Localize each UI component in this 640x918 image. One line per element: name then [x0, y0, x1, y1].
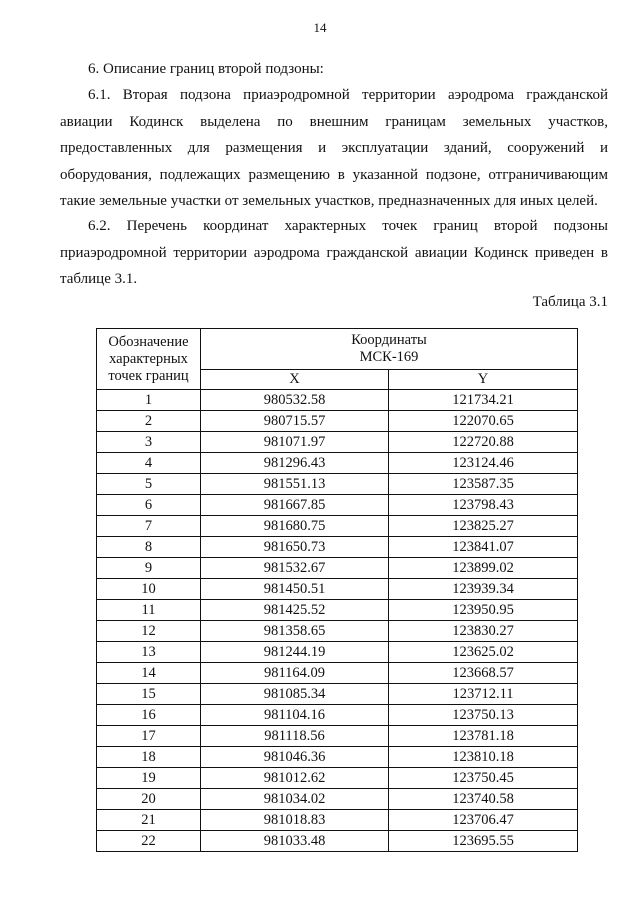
table-row: [97, 474, 578, 495]
y-coordinate-cell: 122720.88: [389, 432, 578, 453]
y-coordinate-cell: 123841.07: [389, 537, 578, 558]
point-number-cell: 17: [97, 726, 201, 747]
table-row: [97, 600, 578, 621]
x-coordinate-cell: 981450.51: [201, 579, 389, 600]
x-coordinate-cell: 981046.36: [201, 747, 389, 768]
point-number-cell: 14: [97, 663, 201, 684]
x-coordinate-cell: 981680.75: [201, 516, 389, 537]
x-coordinate-cell: 981164.09: [201, 663, 389, 684]
header-y: Y: [389, 370, 578, 390]
header-coordinates-title: Координаты: [351, 332, 427, 348]
table-row: [97, 558, 578, 579]
table-row: [97, 684, 578, 705]
y-coordinate-cell: 123706.47: [389, 810, 578, 831]
x-coordinate-cell: 981085.34: [201, 684, 389, 705]
table-row: [97, 789, 578, 810]
paragraph-text: 6.2. Перечень координат характерных точек границ второй подзоны приаэродромной территории аэродрома гражданской авиации Кодинск приведен в таблице 3.1.: [60, 218, 608, 287]
table-row: [97, 516, 578, 537]
header-coordinates: [201, 329, 578, 370]
paragraph-text: 6.1. Вторая подзона приаэродромной территории аэродрома гражданской авиации Кодинск выделена по внешним границам земельных участков, предоставленных для размещения и эксплуатации зданий, сооружений и оборудования, подлежащих размещению в указанной подзоне, отграничивающим такие земельные участки от земельных участков, предназначенных для иных целей.: [60, 87, 608, 209]
y-coordinate-cell: 123712.11: [389, 684, 578, 705]
table-row: [97, 726, 578, 747]
y-coordinate-cell: 123950.95: [389, 600, 578, 621]
table-row: [97, 453, 578, 474]
point-number-cell: 21: [97, 810, 201, 831]
header-coordinate-system: МСК-169: [359, 349, 419, 365]
y-coordinate-cell: 123781.18: [389, 726, 578, 747]
y-coordinate-cell: 123798.43: [389, 495, 578, 516]
x-coordinate-cell: 981650.73: [201, 537, 389, 558]
x-coordinate-cell: 981532.67: [201, 558, 389, 579]
table-row: [97, 747, 578, 768]
table-row: [97, 390, 578, 411]
table-row: [97, 537, 578, 558]
table-row: [97, 663, 578, 684]
y-coordinate-cell: 123124.46: [389, 453, 578, 474]
table-row: [97, 705, 578, 726]
point-number-cell: 13: [97, 642, 201, 663]
point-number-cell: 16: [97, 705, 201, 726]
y-coordinate-cell: 123810.18: [389, 747, 578, 768]
table-caption: Таблица 3.1: [532, 294, 608, 310]
y-coordinate-cell: 123825.27: [389, 516, 578, 537]
header-x: X: [201, 370, 389, 390]
section-heading: 6. Описание границ второй подзоны:: [88, 61, 324, 77]
x-coordinate-cell: 981667.85: [201, 495, 389, 516]
point-number-cell: 10: [97, 579, 201, 600]
x-coordinate-cell: 981118.56: [201, 726, 389, 747]
x-coordinate-cell: 981104.16: [201, 705, 389, 726]
coordinates-table: [96, 328, 578, 852]
paragraph-6-1: [60, 82, 608, 215]
table-row: [97, 411, 578, 432]
point-number-cell: 2: [97, 411, 201, 432]
point-number-cell: 12: [97, 621, 201, 642]
point-number-cell: 7: [97, 516, 201, 537]
table-row: [97, 768, 578, 789]
point-number-cell: 18: [97, 747, 201, 768]
point-number-cell: 1: [97, 390, 201, 411]
x-coordinate-cell: 981244.19: [201, 642, 389, 663]
paragraph-6-2: [60, 213, 608, 293]
point-number-cell: 15: [97, 684, 201, 705]
table-body: [97, 390, 578, 852]
x-coordinate-cell: 981551.13: [201, 474, 389, 495]
table-row: [97, 432, 578, 453]
point-number-cell: 6: [97, 495, 201, 516]
table-row: [97, 621, 578, 642]
point-number-cell: 4: [97, 453, 201, 474]
y-coordinate-cell: 121734.21: [389, 390, 578, 411]
x-coordinate-cell: 981033.48: [201, 831, 389, 852]
y-coordinate-cell: 123625.02: [389, 642, 578, 663]
table-row: [97, 642, 578, 663]
point-number-cell: 8: [97, 537, 201, 558]
point-number-cell: 11: [97, 600, 201, 621]
table-row: [97, 810, 578, 831]
x-coordinate-cell: 981358.65: [201, 621, 389, 642]
y-coordinate-cell: 123830.27: [389, 621, 578, 642]
y-coordinate-cell: 123587.35: [389, 474, 578, 495]
table-row: [97, 831, 578, 852]
x-coordinate-cell: 980715.57: [201, 411, 389, 432]
y-coordinate-cell: 123750.13: [389, 705, 578, 726]
table-row: [97, 579, 578, 600]
y-coordinate-cell: 123668.57: [389, 663, 578, 684]
x-coordinate-cell: 980532.58: [201, 390, 389, 411]
point-number-cell: 9: [97, 558, 201, 579]
point-number-cell: 5: [97, 474, 201, 495]
x-coordinate-cell: 981034.02: [201, 789, 389, 810]
x-coordinate-cell: 981071.97: [201, 432, 389, 453]
point-number-cell: 19: [97, 768, 201, 789]
y-coordinate-cell: 123939.34: [389, 579, 578, 600]
point-number-cell: 3: [97, 432, 201, 453]
table-row: [97, 495, 578, 516]
x-coordinate-cell: 981425.52: [201, 600, 389, 621]
x-coordinate-cell: 981296.43: [201, 453, 389, 474]
x-coordinate-cell: 981012.62: [201, 768, 389, 789]
y-coordinate-cell: 123695.55: [389, 831, 578, 852]
x-coordinate-cell: 981018.83: [201, 810, 389, 831]
point-number-cell: 20: [97, 789, 201, 810]
y-coordinate-cell: 123899.02: [389, 558, 578, 579]
y-coordinate-cell: 123740.58: [389, 789, 578, 810]
y-coordinate-cell: 122070.65: [389, 411, 578, 432]
page-number: 14: [313, 20, 327, 35]
point-number-cell: 22: [97, 831, 201, 852]
y-coordinate-cell: 123750.45: [389, 768, 578, 789]
header-point-label: Обозначение характерных точек границ: [97, 329, 201, 390]
